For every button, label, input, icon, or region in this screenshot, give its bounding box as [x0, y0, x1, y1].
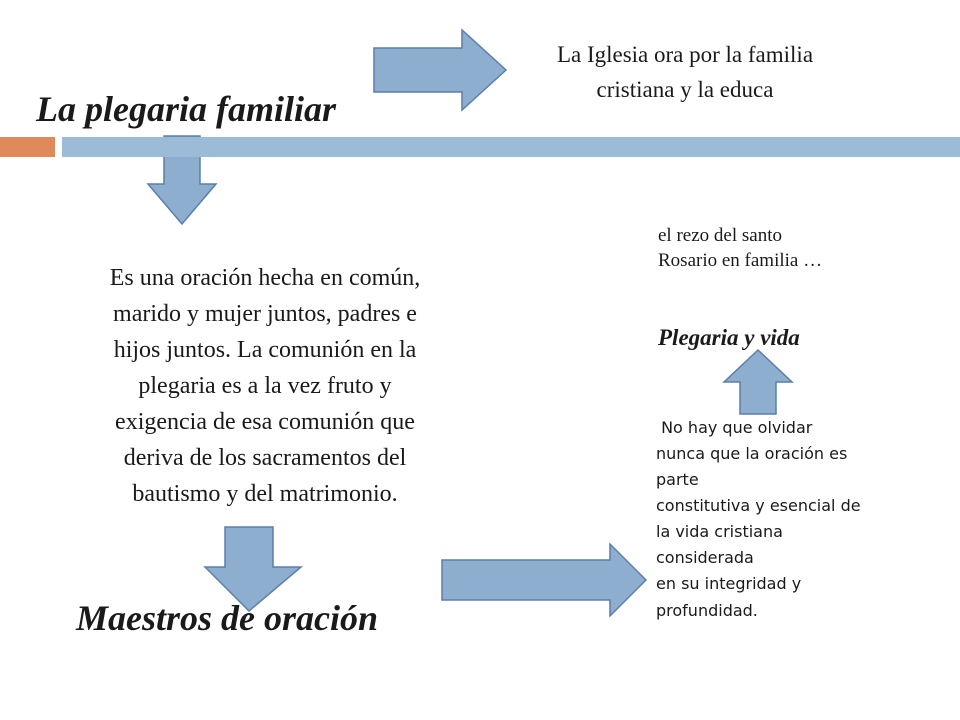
paragraph-line: hijos juntos. La comunión en la — [113, 337, 417, 363]
rosario-line-1: el rezo del santo — [658, 225, 782, 246]
olvidar-line: nunca que la oración es — [656, 444, 848, 464]
iglesia-ora-text — [490, 38, 880, 107]
olvidar-line: considerada — [656, 548, 754, 568]
maestros-title: Maestros de oración — [76, 598, 379, 638]
arrow-right-bottom — [440, 542, 648, 618]
accent-bar — [0, 137, 55, 157]
arrow-right-top — [370, 28, 510, 112]
olvidar-line: constitutiva y esencial de — [656, 496, 861, 516]
title-underline-bar — [62, 137, 960, 157]
plegaria-vida-title: Plegaria y vida — [658, 325, 800, 350]
paragraph-line: deriva de los sacramentos del — [123, 445, 407, 471]
paragraph-line: marido y mujer juntos, padres e — [113, 301, 417, 327]
arrow-up-plegaria — [722, 348, 794, 416]
iglesia-ora-line-1: La Iglesia ora por la familia — [556, 42, 814, 67]
paragraph-line: plegaria es a la vez fruto y — [138, 373, 392, 399]
paragraph-line: Es una oración hecha en común, — [109, 265, 421, 291]
rosario-text — [658, 223, 918, 274]
olvidar-text — [656, 415, 906, 624]
main-title: La plegaria familiar — [36, 89, 336, 129]
oracion-comun-paragraph — [50, 260, 480, 512]
olvidar-line: parte — [656, 470, 699, 490]
iglesia-ora-line-2: cristiana y la educa — [596, 76, 774, 102]
rosario-line-2: Rosario en familia … — [658, 250, 823, 272]
olvidar-line: en su integridad y — [656, 574, 802, 594]
olvidar-line: profundidad. — [656, 600, 758, 620]
olvidar-line: la vida cristiana — [656, 522, 783, 542]
olvidar-line: No hay que olvidar — [656, 418, 813, 437]
paragraph-line: exigencia de esa comunión que — [115, 409, 415, 435]
paragraph-line: bautismo y del matrimonio. — [132, 481, 398, 507]
